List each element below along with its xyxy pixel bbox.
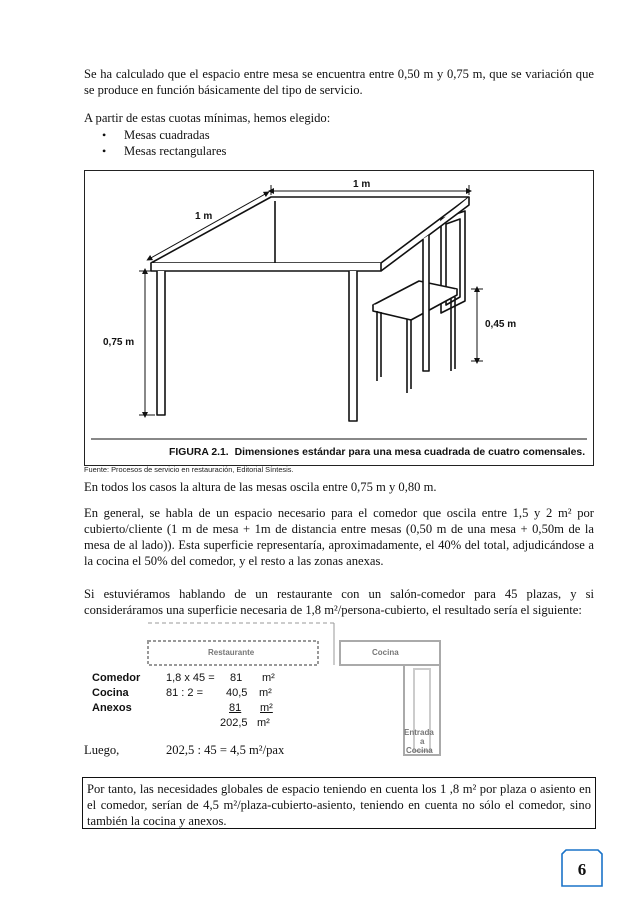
calc-cocina-value: 40,5 [226,687,248,699]
calc-cocina-unit: m² [259,687,272,699]
paragraph-height: En todos los casos la altura de las mesas oscila entre 0,75 m y 0,80 m. [84,480,437,494]
calc-comedor-expr: 1,8 x 45 = [166,672,215,684]
page-number-badge [560,848,604,888]
figure-caption-text: Dimensiones estándar para una mesa cuadrada de cuatro comensales. [234,447,586,458]
calc-total-value: 202,5 [220,717,248,729]
paragraph-example: Si estuviéramos hablando de un restaurante con un salón-comedor para 45 plazas, y si consideráramos una superficie necesaria de 1,8 m²/persona-cubierto, el resultado sería el siguiente: [84,587,594,617]
calc-anexos-unit: m² [260,702,273,714]
calc-comedor-unit: m² [262,672,275,684]
floor-plan [144,611,474,757]
plan-entrada-a: a [420,737,425,746]
calc-total-unit: m² [257,717,270,729]
calc-anexos-label: Anexos [92,702,132,714]
bullet-list [98,127,226,159]
svg-text:FIGURA 2.1. Dimensiones [169,447,585,458]
source-label: Fuente [84,465,108,474]
paragraph-choice: A partir de estas cuotas mínimas, hemos elegido: [84,111,331,125]
dim-top-label: 1 m [353,179,371,190]
dim-side-label: 1 m [195,211,213,222]
figure-source: Fuente: Procesos de servicio en restauración, Editorial Síntesis. [84,465,294,474]
plan-restaurante-label: Restaurante [208,648,255,657]
plan-entrada-label: Entrada [404,728,434,737]
calc-cocina-label: Cocina [92,687,129,699]
figure-caption-prefix: FIGURA 2.1. [169,447,229,458]
plan-entrada-cocina: Cocina [406,746,433,755]
luego-expr: 202,5 : 45 = 4,5 m²/pax [166,743,285,757]
table-chair-drawing [85,171,593,465]
calc-anexos-value: 81 [229,702,242,714]
paragraph-space: En general, se habla de un espacio necesario para el comedor que oscila entre 1,5 y 2 m² por cubierto/cliente (1 m de mesa + 1m de distancia entre mesas (0,50 m de una mesa + 0,50m de la mesa de al lado)). Esta superficie representaría, aproximadamente, el 40% del total, adjudicándose a la cocina el 50% del comedor, y el resto a las zonas anexas. [84,506,594,568]
calc-comedor-label: Comedor [92,672,141,684]
conclusion-box: Por tanto, las necesidades globales de espacio teniendo en cuenta los 1 ,8 m² por plaza o asiento en el comedor, serían de 4,5 m²/plaza-cubierto-asiento, teniendo en cuenta no sólo el comedor, sino también la cocina y anexos. [82,777,596,829]
dim-height-label: 0,75 m [103,337,135,348]
calc-comedor-value: 81 [230,672,243,684]
calc-cocina-expr: 81 : 2 = [166,687,204,699]
source-text: Procesos de servicio en restauración, Editorial Síntesis. [111,465,294,474]
luego-label: Luego, [84,743,120,757]
paragraph-intro: Se ha calculado que el espacio entre mesa se encuentra entre 0,50 m y 0,75 m, que se variación que se produce en función básicamente del tipo de servicio. [84,67,594,97]
table-figure [84,170,594,466]
plan-cocina-label: Cocina [372,648,399,657]
bullet-item: • Mesas rectangulares [98,143,226,159]
bullet-item: • Mesas cuadradas [98,127,226,143]
dim-seat-label: 0,45 m [485,319,517,330]
page-number: 6 [577,860,587,879]
